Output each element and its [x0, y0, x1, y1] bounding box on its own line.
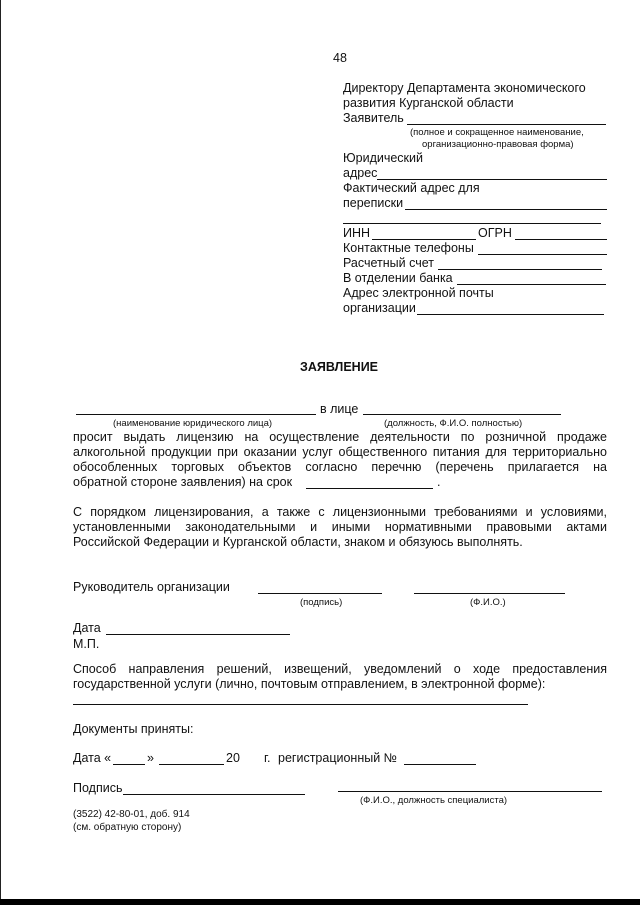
applicant-label: Заявитель [343, 111, 404, 125]
head-signature-field[interactable] [258, 593, 382, 594]
date-label: Дата [73, 621, 101, 635]
accepted-year-suffix: г. [264, 751, 271, 765]
phones-field[interactable] [478, 254, 607, 255]
in-person-label: в лице [320, 402, 359, 416]
specialist-hint: (Ф.И.О., должность специалиста) [360, 795, 508, 806]
accepted-month-field[interactable] [159, 764, 224, 765]
legal-address-label-1: Юридический [343, 151, 423, 165]
scan-bottom-edge [0, 899, 640, 905]
ogrn-label: ОГРН [478, 226, 512, 240]
date-field[interactable] [106, 634, 290, 635]
addressee-line-2: развития Курганской области [343, 96, 514, 110]
email-field[interactable] [417, 314, 604, 315]
procedure-line-2: установленными законодательными и иными нормативными правовыми актами [73, 520, 607, 534]
accepted-sign-label: Подпись [73, 781, 123, 795]
request-end: . [437, 475, 441, 489]
inn-field[interactable] [372, 239, 476, 240]
head-label: Руководитель организации [73, 580, 230, 594]
request-line-2: алкогольной продукции при оказании услуг общественного питания для территориально [73, 445, 607, 459]
signature-hint: (подпись) [300, 597, 343, 608]
delivery-method-field[interactable] [73, 704, 528, 705]
accepted-day-field[interactable] [113, 764, 145, 765]
addressee-line-1: Директору Департамента экономического [343, 81, 586, 95]
position-name-hint: (должность, Ф.И.О. полностью) [384, 418, 523, 429]
specialist-field[interactable] [338, 791, 602, 792]
applicant-field[interactable] [407, 124, 606, 125]
registration-number-field[interactable] [404, 764, 476, 765]
actual-address-field-2[interactable] [343, 223, 601, 224]
accepted-label: Документы приняты: [73, 722, 194, 736]
document-title: ЗАЯВЛЕНИЕ [300, 360, 379, 374]
seal-label: М.П. [73, 637, 100, 651]
accepted-year: 20 [226, 751, 240, 765]
accepted-date-close: » [147, 751, 154, 765]
fio-hint: (Ф.И.О.) [470, 597, 506, 608]
account-label: Расчетный счет [343, 256, 434, 270]
footer-see-back: (см. обратную сторону) [73, 822, 182, 833]
actual-address-label-1: Фактический адрес для [343, 181, 480, 195]
actual-address-field[interactable] [405, 209, 607, 210]
entity-name-hint: (наименование юридического лица) [113, 418, 273, 429]
account-field[interactable] [438, 269, 602, 270]
applicant-hint-2: организационно-правовая форма) [422, 139, 574, 150]
bank-label: В отделении банка [343, 271, 453, 285]
procedure-line-1: С порядком лицензирования, а также с лицензионными требованиями и условиями, [73, 505, 607, 519]
ogrn-field[interactable] [515, 239, 607, 240]
bank-field[interactable] [457, 284, 606, 285]
actual-address-label-2: переписки [343, 196, 404, 210]
term-field[interactable] [306, 488, 433, 489]
email-label-2: организации [343, 301, 416, 315]
scan-left-edge [0, 0, 1, 905]
legal-address-label-2: адрес [343, 166, 378, 180]
request-line-1: просит выдать лицензию на осуществление деятельности по розничной продаже [73, 430, 607, 444]
registration-label: регистрационный № [278, 751, 398, 765]
phones-label: Контактные телефоны [343, 241, 474, 255]
footer-phone: (3522) 42-80-01, доб. 914 [73, 809, 190, 820]
procedure-line-3: Российской Федерации и Курганской области, знаком и обязуюсь выполнять. [73, 535, 523, 549]
email-label-1: Адрес электронной почты [343, 286, 494, 300]
request-line-4: обратной стороне заявления) на срок [73, 475, 293, 489]
entity-name-field[interactable] [76, 414, 316, 415]
inn-label: ИНН [343, 226, 371, 240]
applicant-hint-1: (полное и сокращенное наименование, [410, 127, 584, 138]
page-number: 48 [333, 51, 347, 65]
position-name-field[interactable] [363, 414, 561, 415]
request-line-3: обособленных торговых объектов согласно перечню (перечень прилагается на [73, 460, 607, 474]
legal-address-field[interactable] [377, 179, 607, 180]
delivery-line-2: государственной услуги (лично, почтовым отправлением, в электронной форме): [73, 677, 546, 691]
delivery-line-1: Способ направления решений, извещений, уведомлений о ходе предоставления [73, 662, 607, 676]
accepted-date-label: Дата « [73, 751, 112, 765]
head-fio-field[interactable] [414, 593, 565, 594]
accepted-signature-field[interactable] [123, 794, 305, 795]
